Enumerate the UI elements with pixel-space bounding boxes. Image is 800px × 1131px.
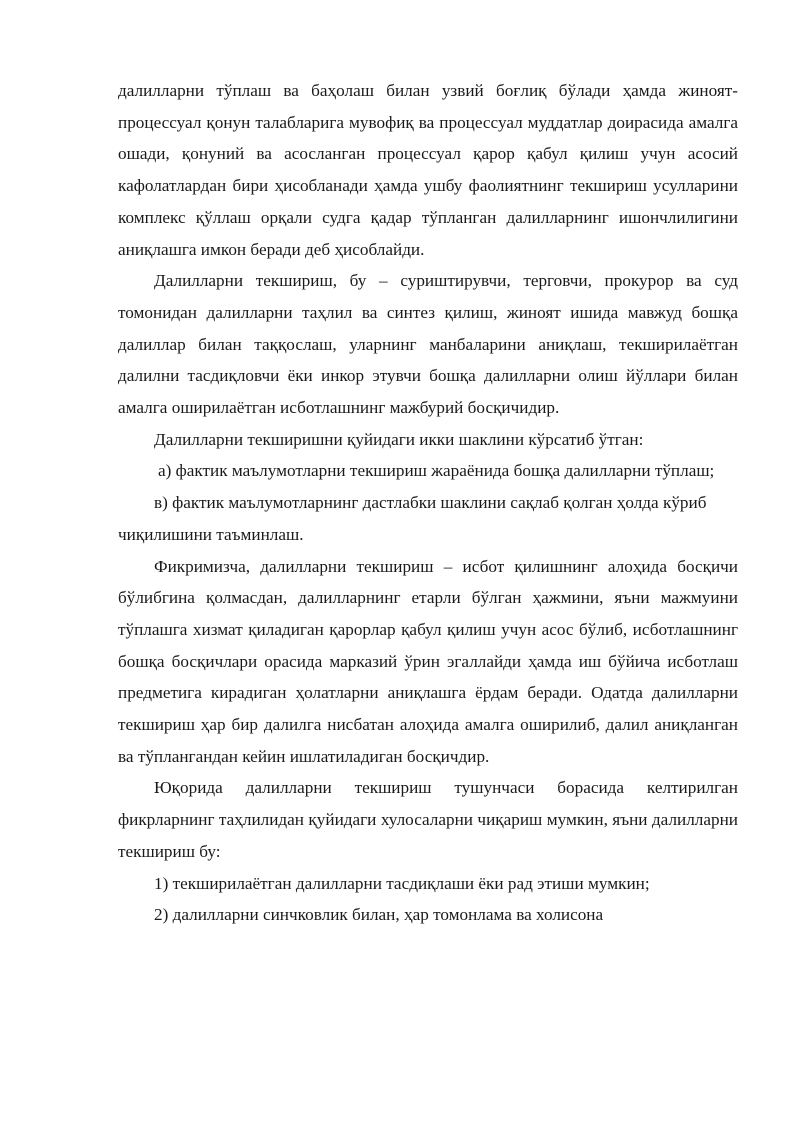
paragraph-opinion: Фикримизча, далилларни текшириш – исбот қилишнинг алоҳида босқичи бўлибгина қолмасдан, далилларнинг етарли бўлган ҳажмини, яъни мажмуини тўплашга хизмат қиладиган қарорлар қабул қилиш учун асос бўлиб, исботлашнинг бошқа босқичлари орасида марказий ўрин эгаллайди ҳамда иш бўйича исботлаш предметига кирадиган ҳолатларни аниқлашга ёрдам беради. Одатда далилларни текшириш ҳар бир далилга нисбатан алоҳида амалга оширилиб, далил аниқланган ва тўплангандан кейин ишлатиладиган босқичдир. (118, 556, 738, 766)
document-body (118, 75, 738, 931)
paragraph-definition: Далилларни текшириш, бу – суриштирувчи, терговчи, прокурор ва суд томонидан далилларни таҳлил ва синтез қилиш, жиноят ишида мавжуд бошқа далиллар билан таққослаш, уларнинг манбаларини аниқлаш, текширилаётган далилни тасдиқловчи ёки инкор этувчи бошқа далилларни олиш йўллари билан амалга оширилаётган исботлашнинг мажбурий босқичидир. (118, 271, 738, 418)
list-item-2: 2) далилларни синчковлик билан, ҳар томонлама ва холисона (154, 905, 604, 925)
list-item-1: 1) текширилаётган далилларни тасдиқлаши ёки рад этиши мумкин; (154, 873, 650, 893)
paragraph-conclusion-intro: Юқорида далилларни текшириш тушунчаси борасида келтирилган фикрларнинг таҳлилидан қуйидаги хулосаларни чиқариш мумкин, яъни далилларни текшириш бу: (118, 778, 738, 861)
list-item-v: в) фактик маълумотларнинг дастлабки шаклини сақлаб қолган ҳолда кўриб чиқилишини таъминлаш. (118, 493, 707, 544)
list-item-a: а) фактик маълумотларни текшириш жараёнида бошқа далилларни тўплаш; (158, 461, 715, 481)
paragraph-two-forms-intro: Далилларни текширишни қуйидаги икки шаклини кўрсатиб ўтган: (154, 429, 644, 449)
paragraph-continuation: далилларни тўплаш ва баҳолаш билан узвий боғлиқ бўлади ҳамда жиноят-процессуал қонун талабларига мувофиқ ва процессуал муддатлар доирасида амалга ошади, қонуний ва асосланган процессуал қарор қабул қилиш учун асосий кафолатлардан бири ҳисобланади ҳамда ушбу фаолиятнинг текшириш усулларини комплекс қўллаш орқали судга қадар тўпланган далилларнинг ишончлилигини аниқлашга имкон беради деб ҳисоблайди. (118, 81, 738, 259)
